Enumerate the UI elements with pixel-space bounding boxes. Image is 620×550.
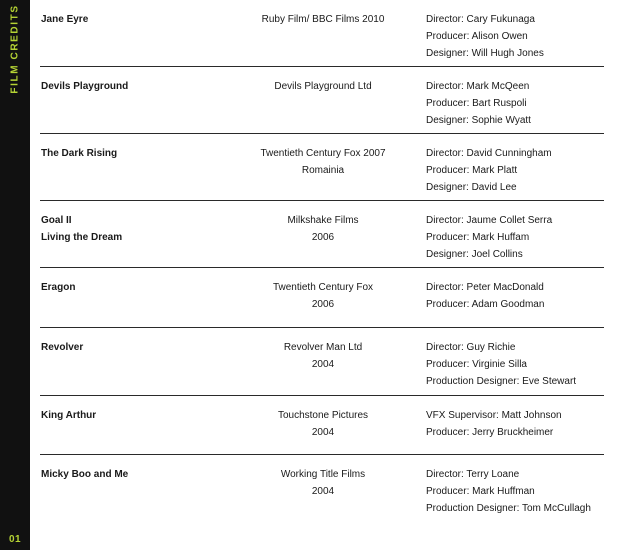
credit-row: [40, 455, 604, 550]
crew-member: Producer: Virginie Silla: [426, 359, 527, 370]
crew-column: [426, 11, 604, 62]
crew-member: Designer: Joel Collins: [426, 249, 523, 260]
credit-row: [40, 396, 604, 455]
crew-column: [426, 145, 604, 196]
credit-row: [40, 201, 604, 268]
crew-member: Producer: Mark Huffman: [426, 486, 535, 497]
credit-row: [40, 268, 604, 328]
crew-member: Producer: Mark Huffam: [426, 232, 530, 243]
crew-member: Director: Peter MacDonald: [426, 282, 544, 293]
film-title: King Arthur: [41, 410, 97, 421]
crew-member: Director: Cary Fukunaga: [426, 14, 535, 25]
crew-member: Director: Mark McQeen: [426, 81, 530, 92]
crew-column: [426, 279, 604, 313]
sidebar: [0, 0, 30, 550]
film-title: Eragon: [41, 282, 76, 293]
title-column: [41, 145, 241, 162]
crew-member: Production Designer: Eve Stewart: [426, 376, 577, 387]
crew-member: Producer: Alison Owen: [426, 31, 528, 42]
production-company: Touchstone Pictures: [277, 410, 369, 421]
title-column: [41, 78, 241, 95]
title-column: [41, 279, 241, 296]
crew-member: Director: Terry Loane: [426, 469, 520, 480]
crew-column: [426, 78, 604, 129]
production-company: Revolver Man Ltd: [283, 342, 363, 353]
credits-list: [40, 0, 604, 550]
crew-member: VFX Supervisor: Matt Johnson: [426, 410, 562, 421]
film-title: Revolver: [41, 342, 84, 353]
production-company: Twentieth Century Fox: [272, 282, 374, 293]
crew-member: Producer: Mark Platt: [426, 165, 518, 176]
company-column: [223, 466, 423, 500]
company-column: [223, 145, 423, 179]
title-column: [41, 212, 241, 246]
production-company: 2004: [311, 486, 335, 497]
title-column: [41, 407, 241, 424]
production-company: Working Title Films: [280, 469, 366, 480]
film-title: The Dark Rising: [41, 148, 118, 159]
crew-member: Producer: Jerry Bruckheimer: [426, 427, 554, 438]
film-title: Devils Playground: [41, 81, 129, 92]
production-company: 2006: [311, 299, 335, 310]
crew-column: [426, 339, 604, 390]
production-company: Romainia: [301, 165, 345, 176]
production-company: Milkshake Films: [287, 215, 359, 226]
title-column: [41, 466, 241, 483]
production-company: 2004: [311, 359, 335, 370]
film-title: Goal II: [41, 215, 72, 226]
credit-row: [40, 134, 604, 201]
crew-member: Director: David Cunningham: [426, 148, 552, 159]
crew-member: Producer: Bart Ruspoli: [426, 98, 527, 109]
company-column: [223, 407, 423, 441]
crew-member: Production Designer: Tom McCullagh: [426, 503, 591, 514]
crew-member: Designer: Will Hugh Jones: [426, 48, 544, 59]
company-column: [223, 339, 423, 373]
title-column: [41, 11, 241, 28]
title-column: [41, 339, 241, 356]
company-column: [223, 212, 423, 246]
crew-member: Designer: David Lee: [426, 182, 517, 193]
film-title: Living the Dream: [41, 232, 123, 243]
crew-member: Producer: Adam Goodman: [426, 299, 545, 310]
credit-row: [40, 328, 604, 396]
production-company: Twentieth Century Fox 2007: [260, 148, 386, 159]
production-company: 2006: [311, 232, 335, 243]
company-column: [223, 78, 423, 95]
section-title: FILM CREDITS: [9, 4, 21, 94]
crew-column: [426, 466, 604, 517]
credit-row: [40, 67, 604, 134]
production-company: Devils Playground Ltd: [274, 81, 372, 92]
company-column: [223, 11, 423, 28]
company-column: [223, 279, 423, 313]
production-company: 2004: [311, 427, 335, 438]
crew-column: [426, 407, 604, 441]
crew-column: [426, 212, 604, 263]
crew-member: Director: Guy Richie: [426, 342, 516, 353]
crew-member: Director: Jaume Collet Serra: [426, 215, 553, 226]
page-number: 01: [8, 534, 22, 545]
credit-row: [40, 0, 604, 67]
film-title: Jane Eyre: [41, 14, 89, 25]
crew-member: Designer: Sophie Wyatt: [426, 115, 531, 126]
production-company: Ruby Film/ BBC Films 2010: [261, 14, 385, 25]
film-title: Micky Boo and Me: [41, 469, 129, 480]
